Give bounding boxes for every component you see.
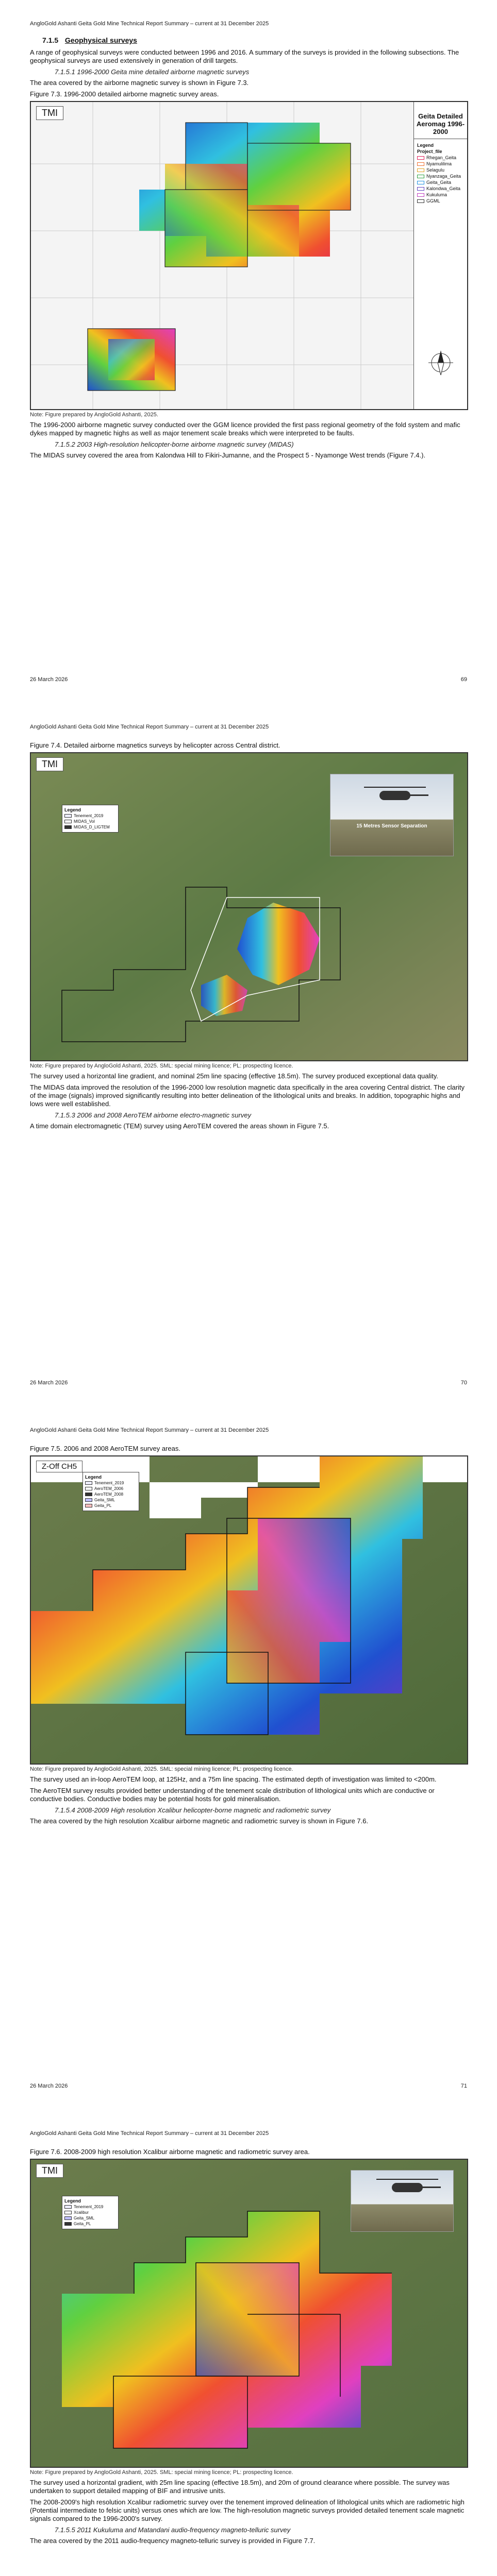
helicopter-photo	[351, 2170, 454, 2232]
page-number: 71	[460, 2083, 467, 2089]
section-heading	[42, 36, 468, 44]
figure-note: Note: Figure prepared by AngloGold Ashanti, 2025.	[30, 412, 158, 418]
figure-note: Note: Figure prepared by AngloGold Ashanti, 2025. SML: special mining licence; PL: prospecting licence.	[30, 1063, 293, 1069]
page-72	[0, 2110, 497, 2576]
page-body	[30, 1443, 468, 1828]
legend-item: Nyamulilima	[417, 161, 464, 167]
paragraph: The AeroTEM survey results provided better understanding of the tenement scale distribution of lithological units which are conductive or conductive bodies. Conductive bodies may be potential hosts for gold mineralisation.	[30, 1787, 435, 1803]
figure-7-4-map	[30, 752, 468, 1061]
map-legend	[414, 139, 467, 207]
legend-item: GGML	[417, 198, 464, 204]
legend-title: Legend	[64, 807, 81, 812]
subsection-heading: 7.1.5.2 2003 High-resolution helicopter-borne airborne magnetic survey (MIDAS)	[55, 440, 294, 448]
map-legend	[82, 1472, 139, 1511]
subsection-heading: 7.1.5.5 2011 Kukuluma and Matandani audio-frequency magneto-telluric survey	[55, 2526, 291, 2534]
legend-item: Geita_SML	[64, 2215, 116, 2221]
subsection-heading: 7.1.5.3 2006 and 2008 AeroTEM airborne electro-magnetic survey	[55, 1111, 252, 1119]
photo-caption: 15 Metres Sensor Separation	[356, 823, 427, 829]
figure-label: TMI	[36, 757, 63, 771]
figure-label: TMI	[36, 106, 63, 120]
figure-7-6-map	[30, 2159, 468, 2468]
figure-caption: Figure 7.4. Detailed airborne magnetics surveys by helicopter across Central district.	[30, 741, 280, 749]
figure-7-5-map	[30, 1455, 468, 1765]
page-71	[0, 1406, 497, 2110]
map-side-panel	[413, 102, 467, 409]
running-header: AngloGold Ashanti Geita Gold Mine Technical Report Summary – current at 31 December 2025	[30, 724, 269, 730]
page-number: 69	[460, 676, 467, 683]
paragraph: The 2008-2009's high resolution Xcalibur radiometric survey over the tenement improved delineation of lithological units which are radiometric high (Potential intermediate to felsic units) versus ones which are low. The high-resolution magnetic surveys provided detailed tenement scale magnetic signals compared to the 1996-2000's survey.	[30, 2498, 465, 2522]
legend-item: Geita_PL	[85, 1503, 137, 1509]
legend-item: Xcalibur	[64, 2210, 116, 2215]
paragraph: The area covered by the high resolution Xcalibur airborne magnetic and radiometric survey is shown in Figure 7.6.	[30, 1817, 369, 1825]
legend-item: Nyanzaga_Geita	[417, 173, 464, 179]
page-body	[30, 36, 468, 463]
figure-note: Note: Figure prepared by AngloGold Ashanti, 2025. SML: special mining licence; PL: prospecting licence.	[30, 1766, 293, 1772]
footer-date: 26 March 2026	[30, 1380, 68, 1386]
paragraph: The survey used an in-loop AeroTEM loop, at 125Hz, and a 75m line spacing. The estimated depth of investigation was limited to <200m.	[30, 1775, 437, 1783]
legend-item: AeroTEM_2006	[85, 1486, 137, 1492]
helicopter-icon	[379, 791, 410, 800]
figure-caption: Figure 7.3. 1996-2000 detailed airborne magnetic survey areas.	[30, 90, 219, 98]
panel-title: Geita Detailed Aeromag 1996-2000	[414, 102, 467, 139]
page-70	[0, 703, 497, 1406]
legend-item: Tenement_2019	[64, 2204, 116, 2210]
legend-item: Geita_Geita	[417, 179, 464, 185]
legend-item: Geita_PL	[64, 2221, 116, 2227]
legend-title: Legend	[417, 143, 434, 148]
figure-caption: Figure 7.6. 2008-2009 high resolution Xcalibur airborne magnetic and radiometric survey area.	[30, 2148, 310, 2156]
paragraph: The MIDAS data improved the resolution of the 1996-2000 low resolution magnetic data specifically in the area covering Central district. The clarity of the image (signals) improved significantly resulting into better delineation of the lithological units and breaks. In addition, topographic highs and lows were well established.	[30, 1083, 465, 1108]
legend-title: Legend	[85, 1475, 102, 1480]
figure-label: TMI	[36, 2164, 63, 2178]
page-body	[30, 739, 468, 1133]
page-69	[0, 0, 497, 703]
subsection-heading: 7.1.5.4 2008-2009 High resolution Xcalibur helicopter-borne magnetic and radiometric survey	[55, 1806, 331, 1814]
paragraph: The survey used a horizontal line gradient, and nominal 25m line spacing (effective 18.5m). The survey produced exceptional data quality.	[30, 1072, 439, 1080]
legend-item: MIDAS_D_LIGTEM	[64, 824, 116, 830]
legend-item: Tenement_2019	[64, 813, 116, 819]
subsection-heading: 7.1.5.1 1996-2000 Geita mine detailed airborne magnetic surveys	[55, 68, 250, 76]
map-canvas	[31, 102, 415, 409]
section-title: Geophysical surveys	[64, 36, 137, 44]
legend-item: AeroTEM_2008	[85, 1492, 137, 1497]
helicopter-icon	[392, 2183, 423, 2192]
page-body	[30, 2146, 468, 2548]
paragraph: The survey used a horizontal gradient, with 25m line spacing (effective 18.5m), and 20m of ground clearance where possible. The survey was undertaken to support detailed mapping of BIF and intrusive units.	[30, 2479, 450, 2495]
paragraph: The area covered by the airborne magnetic survey is shown in Figure 7.3.	[30, 79, 249, 87]
figure-caption: Figure 7.5. 2006 and 2008 AeroTEM survey areas.	[30, 1445, 180, 1452]
figure-note: Note: Figure prepared by AngloGold Ashanti, 2025. SML: special mining licence; PL: prospecting licence.	[30, 2469, 293, 2476]
legend-item: Rhegan_Geita	[417, 155, 464, 161]
footer-date: 26 March 2026	[30, 2083, 68, 2089]
map-legend	[62, 805, 119, 833]
paragraph: The 1996-2000 airborne magnetic survey conducted over the GGM licence provided the first pass regional geometry of the fold system and mafic dykes mapped by magnetic highs as well as major tenement scale breaks which were interpreted to be faults.	[30, 421, 460, 437]
section-number: 7.1.5	[42, 36, 59, 44]
running-header: AngloGold Ashanti Geita Gold Mine Technical Report Summary – current at 31 December 2025	[30, 2130, 269, 2137]
map-legend	[62, 2196, 119, 2229]
legend-item: Geita_SML	[85, 1497, 137, 1503]
paragraph: The MIDAS survey covered the area from Kalondwa Hill to Fikiri-Jumanne, and the Prospect 5 - Nyamonge West trends (Figure 7.4.).	[30, 451, 426, 459]
paragraph: The area covered by the 2011 audio-frequency magneto-telluric survey is provided in Figure 7.7.	[30, 2537, 316, 2545]
footer-date: 26 March 2026	[30, 676, 68, 683]
figure-7-3-map	[30, 101, 468, 410]
page-number: 70	[460, 1380, 467, 1386]
paragraph: A time domain electromagnetic (TEM) survey using AeroTEM covered the areas shown in Figure 7.5.	[30, 1122, 329, 1130]
legend-item: MIDAS_Vol	[64, 819, 116, 824]
running-header: AngloGold Ashanti Geita Gold Mine Technical Report Summary – current at 31 December 2025	[30, 21, 269, 27]
legend-item: Kalondwa_Geita	[417, 185, 464, 192]
running-header: AngloGold Ashanti Geita Gold Mine Technical Report Summary – current at 31 December 2025	[30, 1427, 269, 1433]
helicopter-photo	[330, 774, 454, 856]
intro-paragraph: A range of geophysical surveys were conducted between 1996 and 2016. A summary of the surveys is provided in the following subsections. The geophysical surveys are used extensively in generation of drill targets.	[30, 48, 459, 64]
legend-subtitle: Project_file	[417, 149, 442, 154]
legend-item: Tenement_2019	[85, 1480, 137, 1486]
legend-item: Selagulu	[417, 167, 464, 173]
legend-title: Legend	[64, 2198, 81, 2204]
north-arrow-icon	[414, 332, 468, 394]
legend-item: Kukuluma	[417, 192, 464, 198]
figure-label: Z-Off CH5	[36, 1461, 82, 1472]
